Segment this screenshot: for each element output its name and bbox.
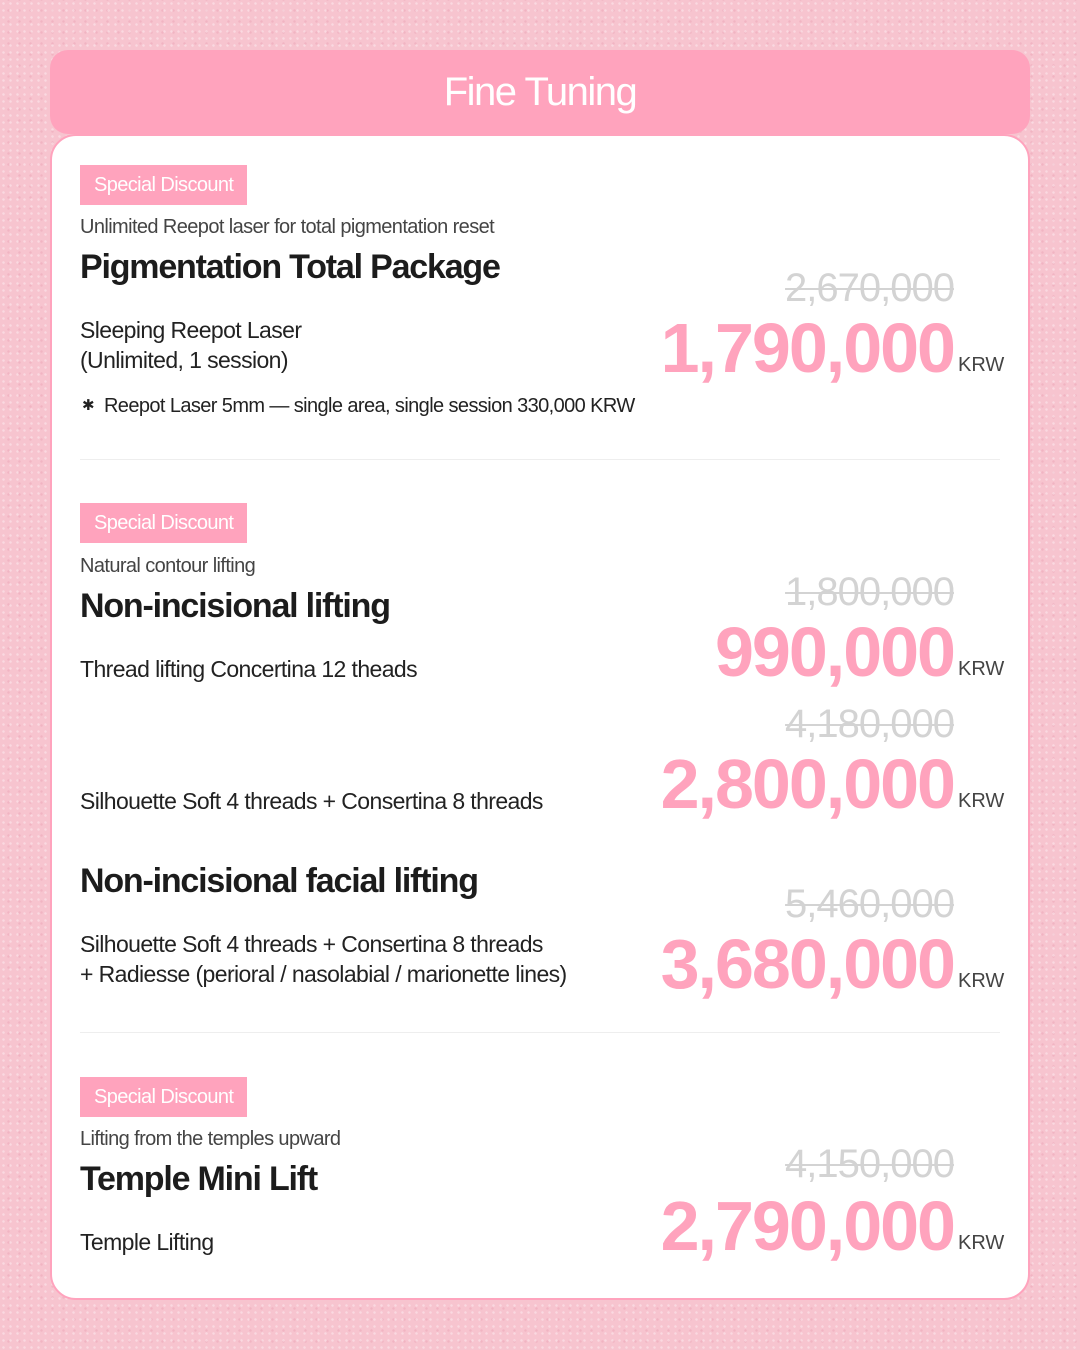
item-description [80,654,417,684]
original-price: 5,460,000 [785,882,954,926]
item-description-line: Silhouette Soft 4 threads + Consertina 8 threads [80,788,543,814]
original-price: 1,800,000 [785,570,954,614]
section-subtitle: Natural contour lifting [80,555,256,577]
discount-price: 2,790,000 [660,1187,954,1265]
special-discount-badge: Special Discount [80,1077,247,1117]
original-price: 4,180,000 [785,702,954,746]
subsection-title: Non-incisional facial lifting [80,862,478,900]
section-divider [80,459,1000,460]
item-description-line: + Radiesse (perioral / nasolabial / marionette lines) [80,961,567,987]
section-subtitle: Lifting from the temples upward [80,1128,341,1150]
currency-label: KRW [958,1232,1005,1254]
special-discount-badge: Special Discount [80,165,247,205]
header-bar [50,50,1030,134]
currency-label: KRW [958,790,1005,812]
item-description [80,315,301,375]
page-title: Fine Tuning [443,69,637,114]
section-note [82,395,635,418]
item-description-line: Silhouette Soft 4 threads + Consertina 8 threads [80,931,543,957]
original-price: 4,150,000 [785,1142,954,1186]
currency-label: KRW [958,658,1005,680]
asterisk-icon: ✱ [82,397,94,414]
note-text: Reepot Laser 5mm — single area, single session 330,000 KRW [103,395,635,417]
discount-price: 990,000 [714,613,954,691]
item-description-line: Temple Lifting [80,1229,214,1255]
item-description-line: Sleeping Reepot Laser [80,317,302,343]
currency-label: KRW [958,354,1005,376]
section-title: Temple Mini Lift [80,1160,318,1198]
section-title: Pigmentation Total Package [80,248,500,286]
original-price: 2,670,000 [785,266,954,310]
discount-price: 3,680,000 [660,925,954,1003]
section-subtitle: Unlimited Reepot laser for total pigmentation reset [80,216,495,238]
section-divider [80,1032,1000,1033]
discount-price: 2,800,000 [660,745,954,823]
item-description [80,1227,214,1257]
section-title: Non-incisional lifting [80,587,390,625]
item-description-line: Thread lifting Concertina 12 theads [80,656,417,682]
special-discount-badge: Special Discount [80,503,247,543]
currency-label: KRW [958,970,1005,992]
item-description-line: (Unlimited, 1 session) [80,347,288,373]
discount-price: 1,790,000 [660,309,954,387]
